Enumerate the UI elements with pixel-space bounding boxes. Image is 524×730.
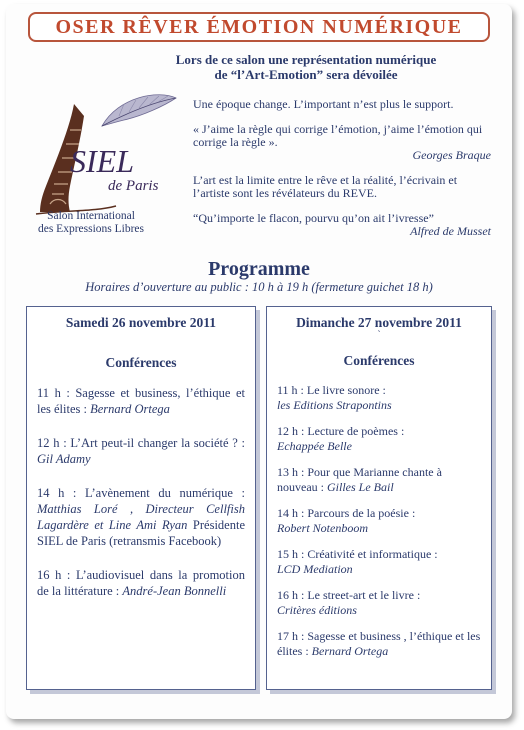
item-title: 16 h : Le street-art et le livre : — [277, 588, 421, 602]
quote-text: Une époque change. L’important n’est plus le support. — [193, 97, 454, 111]
item-title: 12 h : Lecture de poèmes : — [277, 424, 405, 438]
item-speaker: Gil Adamy — [37, 452, 91, 466]
saturday-panel — [26, 306, 256, 690]
conference-item — [37, 385, 245, 417]
conference-item — [277, 506, 481, 536]
item-speaker: Matthias Loré , Directeur Cellfish Lagardère et Line Ami Ryan — [37, 502, 245, 532]
logo-name: SIEL — [70, 143, 134, 179]
quote-author: Georges Braque — [412, 148, 491, 162]
sunday-panel — [266, 306, 492, 690]
conference-item — [37, 485, 245, 549]
conference-item — [277, 424, 481, 454]
item-speaker: Gilles Le Bail — [327, 480, 394, 494]
item-speaker: Robert Notenboom — [277, 521, 368, 535]
item-speaker: Echappée Belle — [277, 439, 352, 453]
opening-hours: Horaires d’ouverture au public : 10 h à 19 h (fermeture guichet 18 h) — [85, 280, 433, 294]
item-speaker: Bernard Ortega — [311, 644, 389, 658]
logo-sub: de Paris — [108, 178, 159, 194]
saturday-heading: Conférences — [105, 355, 177, 370]
conference-item — [37, 567, 245, 599]
item-title: 15 h : Créativité et informatique : — [277, 547, 438, 561]
siel-logo — [24, 86, 184, 226]
saturday-date: Samedi 26 novembre 2011 — [65, 315, 217, 330]
title-banner — [28, 12, 490, 42]
intro-text — [156, 52, 456, 82]
logo-caption-line-2: des Expressions Libres — [37, 223, 145, 235]
item-title: 12 h : L’Art peut-il changer la société ? : — [37, 436, 245, 450]
programme-title: Programme — [208, 258, 310, 280]
item-title: 14 h : Parcours de la poésie : — [277, 506, 416, 520]
item-title: 11 h : Le livre sonore : — [277, 383, 386, 397]
item-speaker: les Editions Strapontins — [277, 398, 392, 412]
item-title: 16 h : L’audiovisuel dans la promotion de la littérature : — [37, 568, 245, 598]
flyer-page — [6, 4, 512, 719]
item-title: 14 h : L’avènement du numérique : — [37, 486, 245, 500]
item-speaker: André-Jean Bonnelli — [122, 584, 227, 598]
item-speaker: Bernard Ortega — [90, 402, 170, 416]
item-speaker: LCD Mediation — [277, 562, 353, 576]
quote-text: « J’aime la règle qui corrige l’émotion, j’aime l’émotion qui corrige la règle ». — [193, 122, 483, 149]
item-title: 17 h : Sagesse et business , l’éthique et les élites : — [277, 629, 481, 658]
item-speaker: Critères éditions — [277, 603, 357, 617]
conference-item — [277, 547, 481, 577]
quote-author: Alfred de Musset — [410, 224, 491, 238]
quote-text: L’art est la limite entre le rêve et la réalité, l’écrivain et l’artiste sont les révélateurs du REVE. — [193, 173, 458, 200]
quote-text: “Qu’importe le flacon, pourvu qu’on ait l’ivresse” — [193, 211, 434, 225]
sunday-date: Dimanche 27 novembre 2011 — [296, 315, 462, 330]
conference-item — [277, 383, 481, 413]
intro-line-2: de “l’Art-Emotion” sera dévoilée — [214, 67, 398, 82]
conference-item — [277, 629, 481, 659]
conference-item — [277, 465, 481, 495]
conference-item — [277, 588, 481, 618]
sunday-mark: ` — [377, 330, 381, 341]
intro-line-1: Lors de ce salon une représentation numérique — [175, 52, 437, 67]
item-title: 13 h : Pour que Marianne chante à nouveau : — [277, 465, 442, 494]
banner-title: OSER RÊVER ÉMOTION NUMÉRIQUE — [55, 15, 463, 38]
logo-caption-line-1: Salon International — [47, 210, 135, 222]
sunday-heading: Conférences — [343, 353, 415, 368]
quotes-block — [193, 98, 491, 238]
logo-caption — [26, 210, 156, 236]
conference-item — [37, 435, 245, 467]
item-title: 11 h : Sagesse et business, l’éthique et les élites : — [37, 386, 245, 416]
item-note: Présidente SIEL de Paris (retransmis Facebook) — [37, 518, 245, 548]
